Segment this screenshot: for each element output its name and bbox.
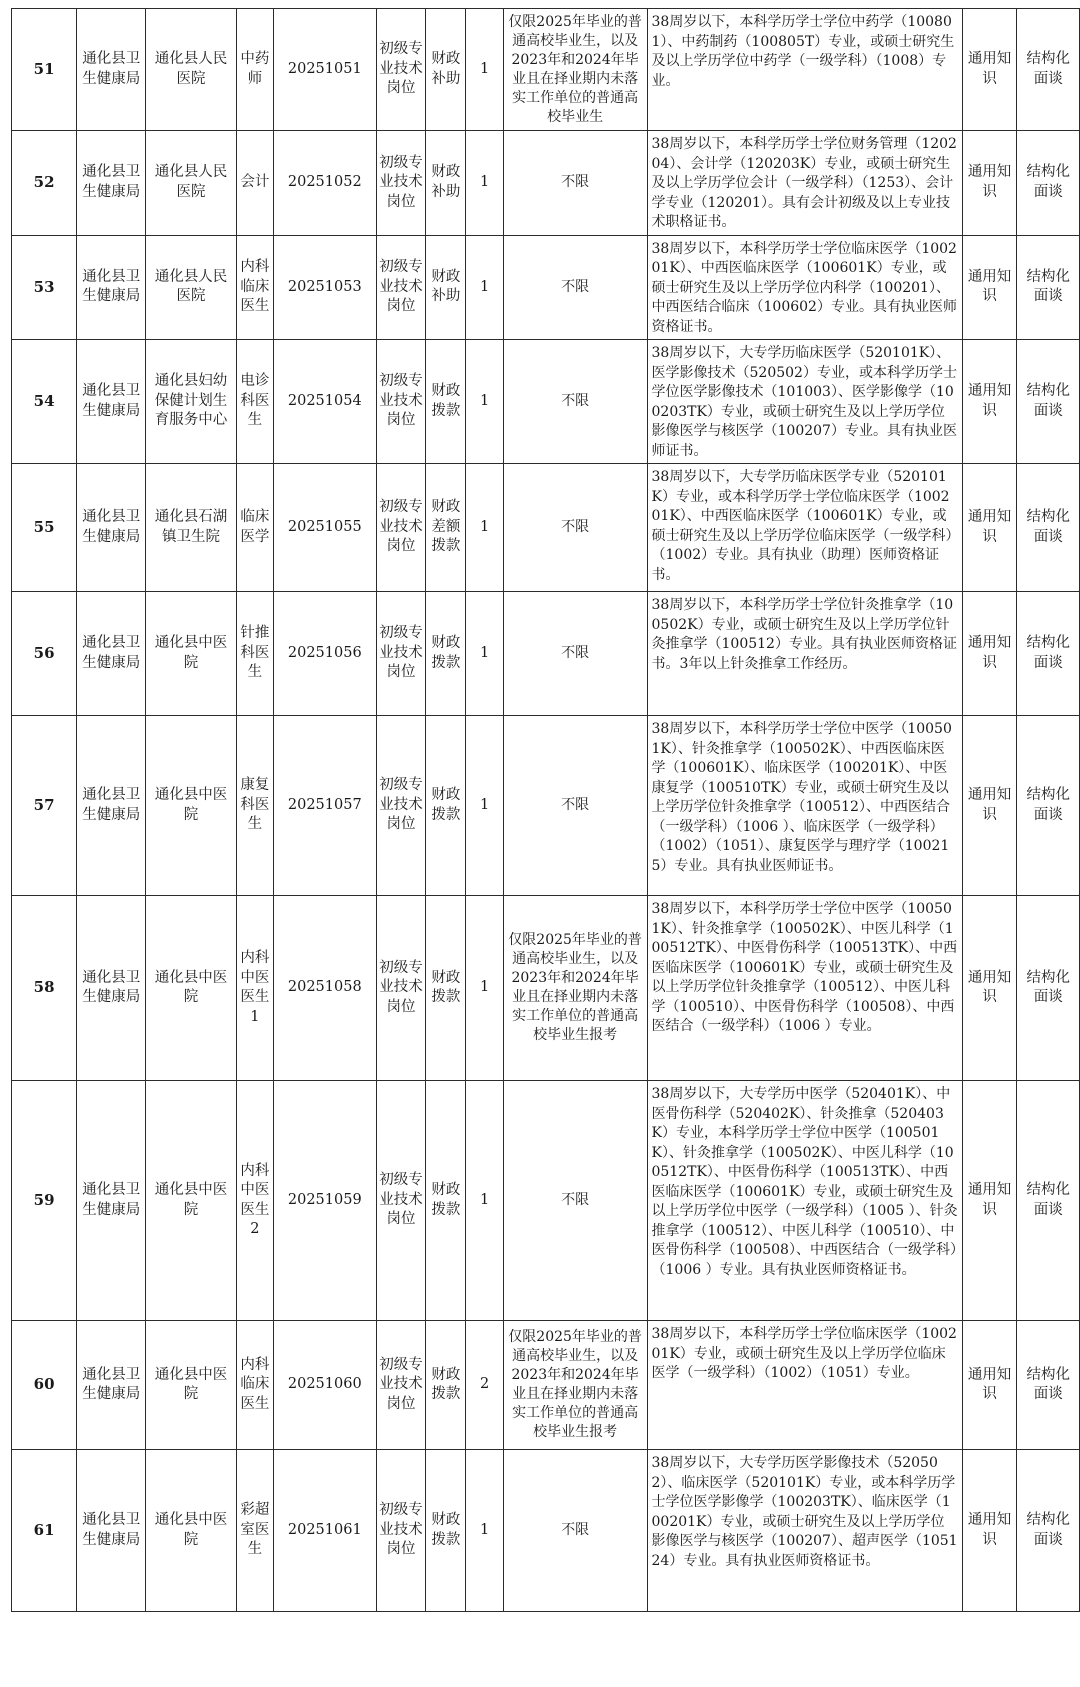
post-type-cell: 初级专业技术岗位 [376,592,426,716]
post-cell: 中药师 [236,9,273,131]
funding-cell: 财政补助 [426,131,466,236]
exam-subject-cell: 通用知识 [962,9,1017,131]
department-cell: 通化县卫生健康局 [77,592,146,716]
post-code-cell: 20251058 [273,896,376,1081]
post-type-cell: 初级专业技术岗位 [376,1321,426,1450]
requirements-cell: 38周岁以下，本科学历学士学位中医学（100501K）、针灸推拿学（100502K）、中医儿科学（100512TK）、中医骨伤科学（100513TK）、中西医临床医学（100601K）专业，或硕士研究生及以上学历学位针灸推拿学（100512）、中医儿科学（100510）、中医骨伤科学（100508）、中西医结合（一级学科）（1006 ）专业。 [647,896,962,1081]
exam-subject-cell: 通用知识 [962,716,1017,896]
department-cell: 通化县卫生健康局 [77,716,146,896]
requirements-cell: 38周岁以下，大专学历中医学（520401K）、中医骨伤科学（520402K）、针灸推拿（520403K）专业，本科学历学士学位中医学（100501K）、针灸推拿学（100502K）、中医儿科学（100512TK）、中医骨伤科学（100513TK）、中西医临床医学（100601K）专业，或硕士研究生及以上学历学位中医学（一级学科）（1005 ）、针灸推拿学（100512）、中医儿科学（100510）、中医骨伤科学（100508）、中西医结合（一级学科）（1006 ）专业。具有执业医师资格证书。 [647,1081,962,1321]
row-number: 52 [12,131,77,236]
exam-subject-cell: 通用知识 [962,1081,1017,1321]
post-cell: 电诊科医生 [236,340,273,464]
table-row [12,716,1080,896]
row-number: 61 [12,1450,77,1612]
requirements-cell: 38周岁以下，本科学历学士学位财务管理（120204）、会计学（120203K）专业，或硕士研究生及以上学历学位会计（一级学科）（1253）、会计学专业（120201）。具有会计初级及以上专业技术职格证书。 [647,131,962,236]
interview-type-cell: 结构化面谈 [1017,1450,1080,1612]
post-code-cell: 20251059 [273,1081,376,1321]
table-row [12,1450,1080,1612]
table-row [12,464,1080,592]
exam-subject-cell: 通用知识 [962,1450,1017,1612]
applicant-limit-cell: 不限 [503,235,647,340]
post-code-cell: 20251056 [273,592,376,716]
department-cell: 通化县卫生健康局 [77,131,146,236]
row-number: 60 [12,1321,77,1450]
table-row [12,340,1080,464]
exam-subject-cell: 通用知识 [962,896,1017,1081]
interview-type-cell: 结构化面谈 [1017,235,1080,340]
unit-cell: 通化县人民医院 [146,131,236,236]
applicant-limit-cell: 不限 [503,716,647,896]
unit-cell: 通化县中医院 [146,592,236,716]
exam-subject-cell: 通用知识 [962,235,1017,340]
applicant-limit-cell: 仅限2025年毕业的普通高校毕业生，以及2023年和2024年毕业且在择业期内未落实工作单位的普通高校毕业生报考 [503,1321,647,1450]
interview-type-cell: 结构化面谈 [1017,131,1080,236]
post-type-cell: 初级专业技术岗位 [376,235,426,340]
exam-subject-cell: 通用知识 [962,1321,1017,1450]
funding-cell: 财政差额拨款 [426,464,466,592]
requirements-cell: 38周岁以下，本科学历学士学位针灸推拿学（100502K）专业，或硕士研究生及以上学历学位针灸推拿学（100512）专业。具有执业医师资格证书。3年以上针灸推拿工作经历。 [647,592,962,716]
headcount-cell: 1 [466,896,503,1081]
applicant-limit-cell: 不限 [503,592,647,716]
row-number: 54 [12,340,77,464]
post-code-cell: 20251057 [273,716,376,896]
applicant-limit-cell: 仅限2025年毕业的普通高校毕业生，以及2023年和2024年毕业且在择业期内未落实工作单位的普通高校毕业生 [503,9,647,131]
unit-cell: 通化县中医院 [146,896,236,1081]
row-number: 59 [12,1081,77,1321]
row-number: 57 [12,716,77,896]
department-cell: 通化县卫生健康局 [77,896,146,1081]
interview-type-cell: 结构化面谈 [1017,896,1080,1081]
row-number: 51 [12,9,77,131]
headcount-cell: 1 [466,9,503,131]
unit-cell: 通化县妇幼保健计划生育服务中心 [146,340,236,464]
unit-cell: 通化县人民医院 [146,9,236,131]
row-number: 53 [12,235,77,340]
table-row [12,1081,1080,1321]
applicant-limit-cell: 不限 [503,1081,647,1321]
post-cell: 会计 [236,131,273,236]
requirements-cell: 38周岁以下，本科学历学士学位临床医学（100201K）专业，或硕士研究生及以上学历学位临床医学（一级学科）（1002）（1051）专业。 [647,1321,962,1450]
post-code-cell: 20251051 [273,9,376,131]
post-code-cell: 20251055 [273,464,376,592]
row-number: 55 [12,464,77,592]
post-cell: 内科中医医生2 [236,1081,273,1321]
department-cell: 通化县卫生健康局 [77,9,146,131]
interview-type-cell: 结构化面谈 [1017,464,1080,592]
applicant-limit-cell: 不限 [503,131,647,236]
post-type-cell: 初级专业技术岗位 [376,1081,426,1321]
table-row [12,131,1080,236]
post-type-cell: 初级专业技术岗位 [376,1450,426,1612]
requirements-cell: 38周岁以下，本科学历学士学位中医学（100501K）、针灸推拿学（100502K）、中西医临床医学（100601K）、临床医学（100201K）、中医康复学（100510TK）专业，或硕士研究生及以上学历学位针灸推拿学（100512）、中西医结合（一级学科）（1006 ）、临床医学（一级学科）（1002）（1051）、康复医学与理疗学（100215）专业。具有执业医师证书。 [647,716,962,896]
applicant-limit-cell: 不限 [503,1450,647,1612]
unit-cell: 通化县中医院 [146,1081,236,1321]
post-code-cell: 20251061 [273,1450,376,1612]
applicant-limit-cell: 不限 [503,340,647,464]
post-type-cell: 初级专业技术岗位 [376,716,426,896]
table-row [12,235,1080,340]
row-number: 58 [12,896,77,1081]
unit-cell: 通化县人民医院 [146,235,236,340]
headcount-cell: 1 [466,1081,503,1321]
recruitment-table [11,8,1080,1612]
post-cell: 康复科医生 [236,716,273,896]
post-code-cell: 20251052 [273,131,376,236]
table-row [12,9,1080,131]
funding-cell: 财政补助 [426,235,466,340]
headcount-cell: 1 [466,716,503,896]
department-cell: 通化县卫生健康局 [77,1450,146,1612]
funding-cell: 财政拨款 [426,716,466,896]
post-type-cell: 初级专业技术岗位 [376,896,426,1081]
post-type-cell: 初级专业技术岗位 [376,464,426,592]
headcount-cell: 2 [466,1321,503,1450]
post-cell: 临床医学 [236,464,273,592]
post-cell: 内科临床医生 [236,1321,273,1450]
department-cell: 通化县卫生健康局 [77,340,146,464]
interview-type-cell: 结构化面谈 [1017,9,1080,131]
funding-cell: 财政拨款 [426,1081,466,1321]
applicant-limit-cell: 不限 [503,464,647,592]
requirements-cell: 38周岁以下，本科学历学士学位中药学（100801）、中药制药（100805T）专业，或硕士研究生及以上学历学位中药学（一级学科）（1008）专业。 [647,9,962,131]
requirements-cell: 38周岁以下，大专学历医学影像技术（520502）、临床医学（520101K）专业，或本科学历学士学位医学影像学（100203TK）、临床医学（100201K）专业，或硕士研究生及以上学历学位影像医学与核医学（100207）、超声医学（105124）专业。具有执业医师资格证书。 [647,1450,962,1612]
post-cell: 内科临床医生 [236,235,273,340]
recruitment-table-container [11,8,1080,1612]
post-cell: 彩超室医生 [236,1450,273,1612]
row-number: 56 [12,592,77,716]
exam-subject-cell: 通用知识 [962,464,1017,592]
funding-cell: 财政拨款 [426,896,466,1081]
headcount-cell: 1 [466,340,503,464]
interview-type-cell: 结构化面谈 [1017,1081,1080,1321]
department-cell: 通化县卫生健康局 [77,1081,146,1321]
post-code-cell: 20251060 [273,1321,376,1450]
requirements-cell: 38周岁以下，本科学历学士学位临床医学（100201K）、中西医临床医学（100601K）专业，或硕士研究生及以上学历学位内科学（100201）、中西医结合临床（100602）专业。具有执业医师资格证书。 [647,235,962,340]
table-row [12,896,1080,1081]
requirements-cell: 38周岁以下，大专学历临床医学专业（520101K）专业，或本科学历学士学位临床医学（100201K）、中西医临床医学（100601K）专业，或硕士研究生及以上学历学位临床医学（一级学科）（1002）专业。具有执业（助理）医师资格证书。 [647,464,962,592]
requirements-cell: 38周岁以下，大专学历临床医学（520101K）、医学影像技术（520502）专业，或本科学历学士学位医学影像技术（101003）、医学影像学（100203TK）专业，或硕士研究生及以上学历学位影像医学与核医学（100207）专业。具有执业医师证书。 [647,340,962,464]
post-type-cell: 初级专业技术岗位 [376,9,426,131]
headcount-cell: 1 [466,1450,503,1612]
headcount-cell: 1 [466,464,503,592]
funding-cell: 财政拨款 [426,1450,466,1612]
headcount-cell: 1 [466,592,503,716]
department-cell: 通化县卫生健康局 [77,464,146,592]
exam-subject-cell: 通用知识 [962,340,1017,464]
unit-cell: 通化县石湖镇卫生院 [146,464,236,592]
post-code-cell: 20251054 [273,340,376,464]
unit-cell: 通化县中医院 [146,1450,236,1612]
interview-type-cell: 结构化面谈 [1017,716,1080,896]
headcount-cell: 1 [466,131,503,236]
applicant-limit-cell: 仅限2025年毕业的普通高校毕业生，以及2023年和2024年毕业且在择业期内未落实工作单位的普通高校毕业生报考 [503,896,647,1081]
table-row [12,1321,1080,1450]
post-type-cell: 初级专业技术岗位 [376,131,426,236]
funding-cell: 财政拨款 [426,1321,466,1450]
interview-type-cell: 结构化面谈 [1017,1321,1080,1450]
headcount-cell: 1 [466,235,503,340]
exam-subject-cell: 通用知识 [962,592,1017,716]
department-cell: 通化县卫生健康局 [77,1321,146,1450]
table-body [12,9,1080,1612]
department-cell: 通化县卫生健康局 [77,235,146,340]
funding-cell: 财政拨款 [426,592,466,716]
unit-cell: 通化县中医院 [146,1321,236,1450]
interview-type-cell: 结构化面谈 [1017,592,1080,716]
table-row [12,592,1080,716]
post-code-cell: 20251053 [273,235,376,340]
interview-type-cell: 结构化面谈 [1017,340,1080,464]
funding-cell: 财政拨款 [426,340,466,464]
exam-subject-cell: 通用知识 [962,131,1017,236]
post-cell: 内科中医医生1 [236,896,273,1081]
funding-cell: 财政补助 [426,9,466,131]
post-type-cell: 初级专业技术岗位 [376,340,426,464]
unit-cell: 通化县中医院 [146,716,236,896]
post-cell: 针推科医生 [236,592,273,716]
